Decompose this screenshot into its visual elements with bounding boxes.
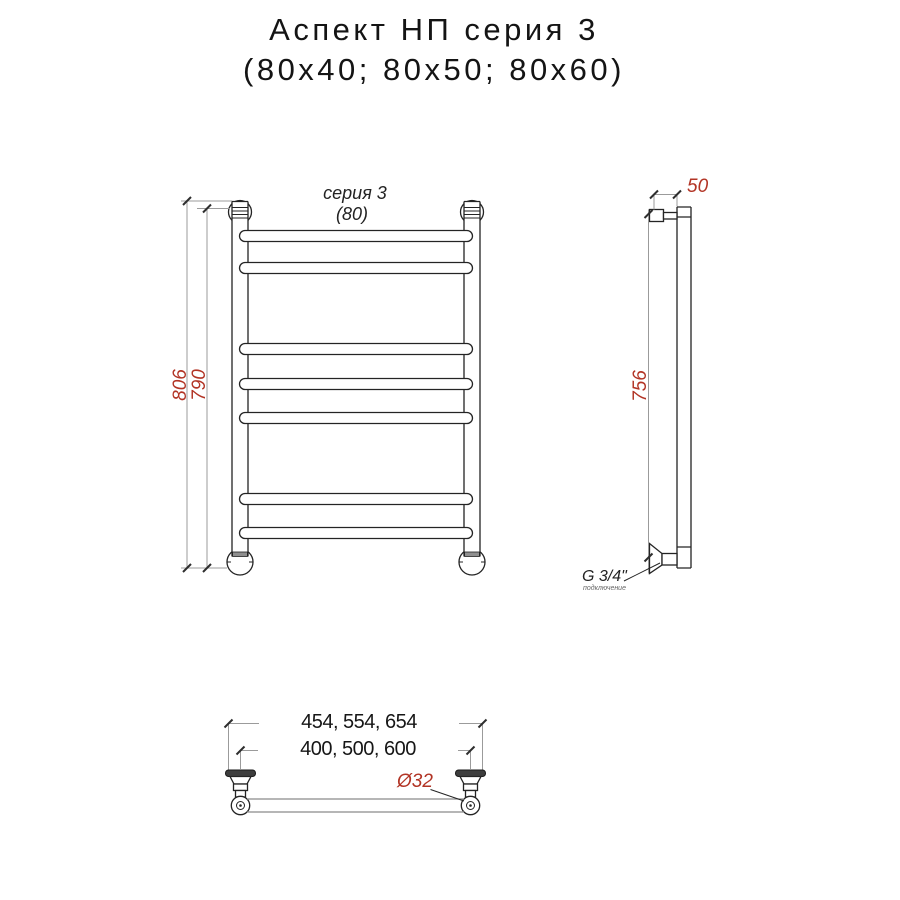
- front-view-drawing: [181, 197, 486, 575]
- rung-line: [240, 413, 473, 424]
- side-connection-label: G 3/4": [582, 568, 627, 585]
- side-dim-height: 756: [630, 370, 651, 402]
- side-connection-sublabel: подключение: [583, 585, 626, 592]
- side-top-bracket: [650, 210, 678, 222]
- title-line-2: (80x40; 80x50; 80x60): [243, 52, 625, 87]
- side-dim-depth: 50: [687, 176, 709, 197]
- side-tube: [677, 207, 691, 568]
- bottom-tube: [247, 799, 464, 812]
- front-dim-height-inner: 790: [189, 369, 210, 401]
- rung-line: [240, 528, 473, 539]
- front-series-label: серия 3: [323, 183, 387, 203]
- bottom-left-bracket: [226, 770, 256, 815]
- rung-line: [240, 344, 473, 355]
- bottom-right-bracket: [456, 770, 486, 815]
- front-width-label: (80): [335, 204, 368, 224]
- rung-line: [240, 494, 473, 505]
- side-bottom-fitting: [650, 544, 678, 574]
- rung-line: [240, 231, 473, 242]
- rung-line: [240, 263, 473, 274]
- title-line-1: Аспект НП серия 3: [269, 12, 599, 47]
- rung-line: [240, 379, 473, 390]
- front-dim-height-outer: 806: [170, 369, 191, 401]
- bottom-dim-diameter: Ø32: [397, 771, 433, 792]
- connection-leader-line: [624, 563, 660, 581]
- bottom-dim-inner: 400, 500, 600: [258, 738, 458, 761]
- bottom-dim-outer: 454, 554, 654: [259, 711, 459, 734]
- front-rungs: [240, 231, 473, 539]
